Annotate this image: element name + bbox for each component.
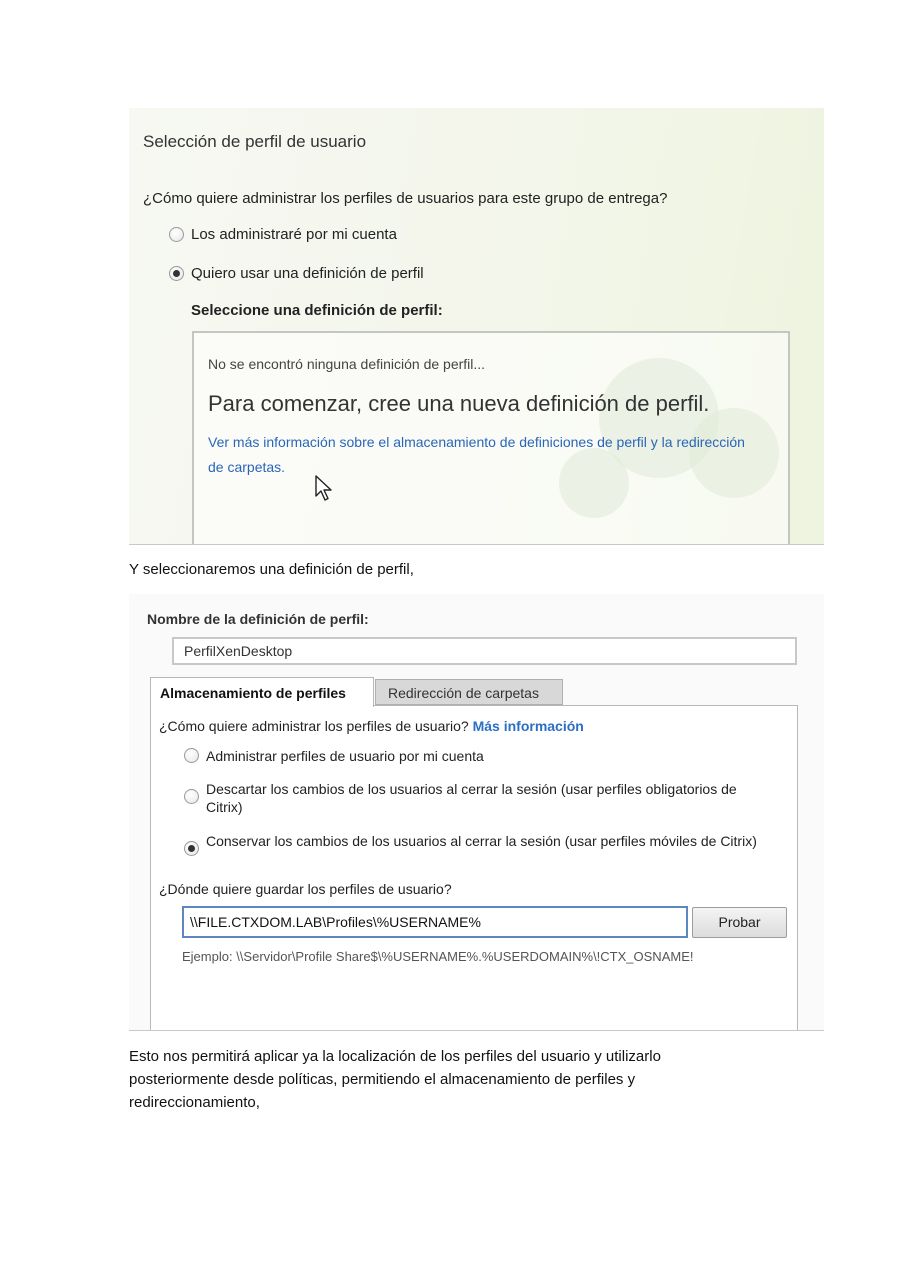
definition-name-label: Nombre de la definición de perfil: (147, 611, 369, 627)
option-label: Quiero usar una definición de perfil (191, 265, 424, 282)
no-definition-text: No se encontró ninguna definición de perfil... (208, 356, 486, 372)
option-label: Administrar perfiles de usuario por mi cuenta (206, 748, 484, 764)
manage-profiles-question (159, 718, 584, 734)
option-label: Descartar los cambios de los usuarios al cerrar la sesión (usar perfiles obligatorios de Citrix) (206, 781, 737, 815)
profile-definition-screenshot (129, 594, 824, 1031)
radio-button[interactable] (184, 789, 199, 804)
more-info-link[interactable]: Más información (472, 718, 584, 734)
section-title: Selección de perfil de usuario (143, 132, 367, 151)
select-profile-label: Seleccione una definición de perfil: (191, 302, 443, 319)
question-text: ¿Cómo quiere administrar los perfiles de usuario? (159, 718, 469, 734)
start-hint: Para comenzar, cree una nueva definición de perfil. (208, 391, 710, 416)
where-store-question: ¿Dónde quiere guardar los perfiles de usuario? (159, 881, 452, 897)
tab-profile-storage[interactable]: Almacenamiento de perfiles (150, 677, 374, 707)
radio-button[interactable] (169, 227, 184, 242)
radio-button-checked[interactable] (169, 266, 184, 281)
test-button[interactable]: Probar (692, 907, 787, 938)
mouse-cursor-icon (314, 474, 332, 507)
definition-name-input[interactable]: PerfilXenDesktop (172, 637, 797, 665)
radio-button-checked[interactable] (184, 841, 199, 856)
profile-selection-screenshot (129, 108, 824, 545)
radio-button[interactable] (184, 748, 199, 763)
profile-path-input[interactable]: \\FILE.CTXDOM.LAB\Profiles\%USERNAME% (182, 906, 688, 938)
option-label: Conservar los cambios de los usuarios al cerrar la sesión (usar perfiles móviles de Citrix) (206, 833, 757, 849)
profile-definition-list[interactable] (192, 331, 790, 545)
option-label: Los administraré por mi cuenta (191, 226, 397, 243)
body-paragraph: Esto nos permitirá aplicar ya la localización de los perfiles del usuario y utilizarlo posteriormente desde políticas, permitiendo el almacenamiento de perfiles y redireccionamiento, (129, 1048, 661, 1111)
manage-question: ¿Cómo quiere administrar los perfiles de usuarios para este grupo de entrega? (143, 190, 668, 207)
more-info-link[interactable]: Ver más información sobre el almacenamiento de definiciones de perfil y la redirección de carpetas. (208, 434, 745, 475)
body-paragraph: Y seleccionaremos una definición de perfil, (129, 561, 414, 578)
tab-folder-redirection[interactable]: Redirección de carpetas (375, 679, 563, 705)
path-example: Ejemplo: \\Servidor\Profile Share$\%USERNAME%.%USERDOMAIN%\!CTX_OSNAME! (182, 949, 694, 964)
